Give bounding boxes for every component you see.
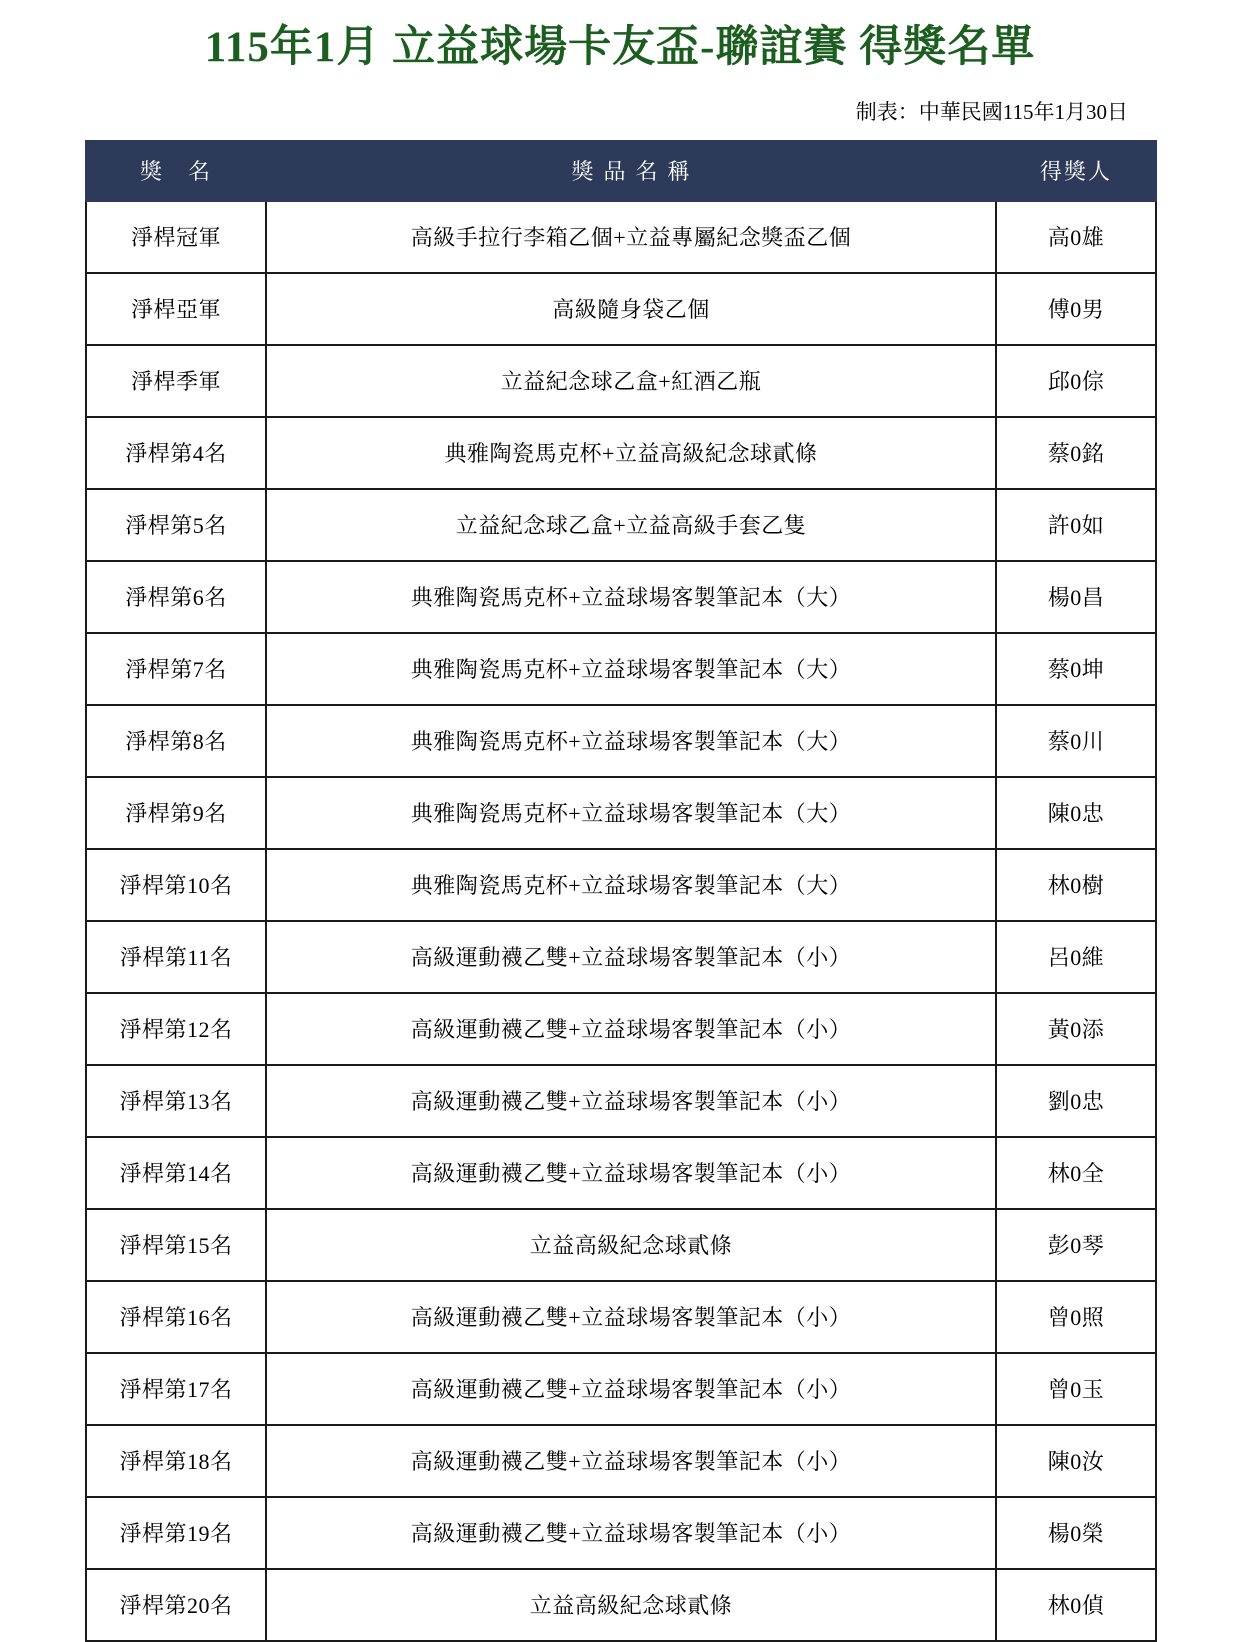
cell-prize: 高級運動襪乙雙+立益球場客製筆記本（小）: [266, 1065, 996, 1137]
cell-winner: 黃0添: [996, 993, 1156, 1065]
table-row: [86, 1569, 1156, 1641]
cell-prize: 高級運動襪乙雙+立益球場客製筆記本（小）: [266, 1281, 996, 1353]
cell-winner: 林0樹: [996, 849, 1156, 921]
cell-prize: 高級運動襪乙雙+立益球場客製筆記本（小）: [266, 1425, 996, 1497]
cell-winner: 劉0忠: [996, 1065, 1156, 1137]
table-row: [86, 201, 1156, 273]
cell-award: 淨桿第20名: [86, 1569, 266, 1641]
cell-award: 淨桿第13名: [86, 1065, 266, 1137]
cell-prize: 高級運動襪乙雙+立益球場客製筆記本（小）: [266, 1353, 996, 1425]
cell-prize: 典雅陶瓷馬克杯+立益球場客製筆記本（大）: [266, 777, 996, 849]
cell-award: 淨桿第12名: [86, 993, 266, 1065]
cell-award: 淨桿第17名: [86, 1353, 266, 1425]
table-row: [86, 705, 1156, 777]
cell-prize: 高級運動襪乙雙+立益球場客製筆記本（小）: [266, 1497, 996, 1569]
cell-winner: 蔡0川: [996, 705, 1156, 777]
cell-winner: 高0雄: [996, 201, 1156, 273]
cell-winner: 陳0忠: [996, 777, 1156, 849]
cell-prize: 高級運動襪乙雙+立益球場客製筆記本（小）: [266, 1137, 996, 1209]
cell-prize: 立益紀念球乙盒+紅酒乙瓶: [266, 345, 996, 417]
cell-winner: 許0如: [996, 489, 1156, 561]
cell-award: 淨桿第5名: [86, 489, 266, 561]
cell-award: 淨桿亞軍: [86, 273, 266, 345]
table-row: [86, 1353, 1156, 1425]
cell-award: 淨桿第9名: [86, 777, 266, 849]
table-row: [86, 921, 1156, 993]
cell-winner: 蔡0坤: [996, 633, 1156, 705]
table-row: [86, 1137, 1156, 1209]
cell-award: 淨桿第18名: [86, 1425, 266, 1497]
cell-winner: 傅0男: [996, 273, 1156, 345]
table-row: [86, 417, 1156, 489]
table-row: [86, 1497, 1156, 1569]
cell-award: 淨桿第10名: [86, 849, 266, 921]
cell-winner: 邱0倧: [996, 345, 1156, 417]
award-table-container: [85, 140, 1155, 1642]
cell-winner: 楊0昌: [996, 561, 1156, 633]
cell-prize: 高級運動襪乙雙+立益球場客製筆記本（小）: [266, 921, 996, 993]
cell-award: 淨桿第16名: [86, 1281, 266, 1353]
table-row: [86, 561, 1156, 633]
cell-prize: 立益高級紀念球貳條: [266, 1569, 996, 1641]
column-header-winner: 得獎人: [996, 141, 1156, 201]
table-header-row: [86, 141, 1156, 201]
cell-prize: 立益高級紀念球貳條: [266, 1209, 996, 1281]
cell-award: 淨桿季軍: [86, 345, 266, 417]
cell-winner: 陳0汝: [996, 1425, 1156, 1497]
table-header: [86, 141, 1156, 201]
table-row: [86, 993, 1156, 1065]
cell-prize: 高級隨身袋乙個: [266, 273, 996, 345]
cell-winner: 曾0照: [996, 1281, 1156, 1353]
table-row: [86, 777, 1156, 849]
cell-winner: 楊0榮: [996, 1497, 1156, 1569]
table-row: [86, 489, 1156, 561]
cell-prize: 高級運動襪乙雙+立益球場客製筆記本（小）: [266, 993, 996, 1065]
cell-prize: 典雅陶瓷馬克杯+立益高級紀念球貳條: [266, 417, 996, 489]
cell-winner: 林0全: [996, 1137, 1156, 1209]
award-table: [85, 140, 1157, 1642]
cell-prize: 典雅陶瓷馬克杯+立益球場客製筆記本（大）: [266, 849, 996, 921]
table-row: [86, 1209, 1156, 1281]
document-page: [0, 22, 1240, 1624]
cell-prize: 典雅陶瓷馬克杯+立益球場客製筆記本（大）: [266, 633, 996, 705]
cell-award: 淨桿第4名: [86, 417, 266, 489]
cell-award: 淨桿冠軍: [86, 201, 266, 273]
table-row: [86, 633, 1156, 705]
cell-award: 淨桿第19名: [86, 1497, 266, 1569]
cell-prize: 典雅陶瓷馬克杯+立益球場客製筆記本（大）: [266, 705, 996, 777]
table-row: [86, 273, 1156, 345]
cell-award: 淨桿第14名: [86, 1137, 266, 1209]
column-header-award: 獎 名: [86, 141, 266, 201]
table-row: [86, 1425, 1156, 1497]
cell-winner: 曾0玉: [996, 1353, 1156, 1425]
cell-winner: 林0偵: [996, 1569, 1156, 1641]
cell-award: 淨桿第11名: [86, 921, 266, 993]
prepared-date: 制表：中華民國115年1月30日: [855, 99, 1128, 124]
cell-award: 淨桿第15名: [86, 1209, 266, 1281]
cell-winner: 彭0琴: [996, 1209, 1156, 1281]
column-header-prize: 獎品名稱: [266, 141, 996, 201]
page-title: 115年1月 立益球場卡友盃-聯誼賽 得獎名單: [204, 24, 1036, 71]
table-row: [86, 1065, 1156, 1137]
cell-award: 淨桿第8名: [86, 705, 266, 777]
table-row: [86, 1281, 1156, 1353]
cell-prize: 高級手拉行李箱乙個+立益專屬紀念獎盃乙個: [266, 201, 996, 273]
cell-prize: 立益紀念球乙盒+立益高級手套乙隻: [266, 489, 996, 561]
cell-winner: 呂0維: [996, 921, 1156, 993]
cell-prize: 典雅陶瓷馬克杯+立益球場客製筆記本（大）: [266, 561, 996, 633]
table-row: [86, 849, 1156, 921]
cell-award: 淨桿第7名: [86, 633, 266, 705]
table-row: [86, 345, 1156, 417]
table-body: [86, 201, 1156, 1641]
cell-winner: 蔡0銘: [996, 417, 1156, 489]
cell-award: 淨桿第6名: [86, 561, 266, 633]
